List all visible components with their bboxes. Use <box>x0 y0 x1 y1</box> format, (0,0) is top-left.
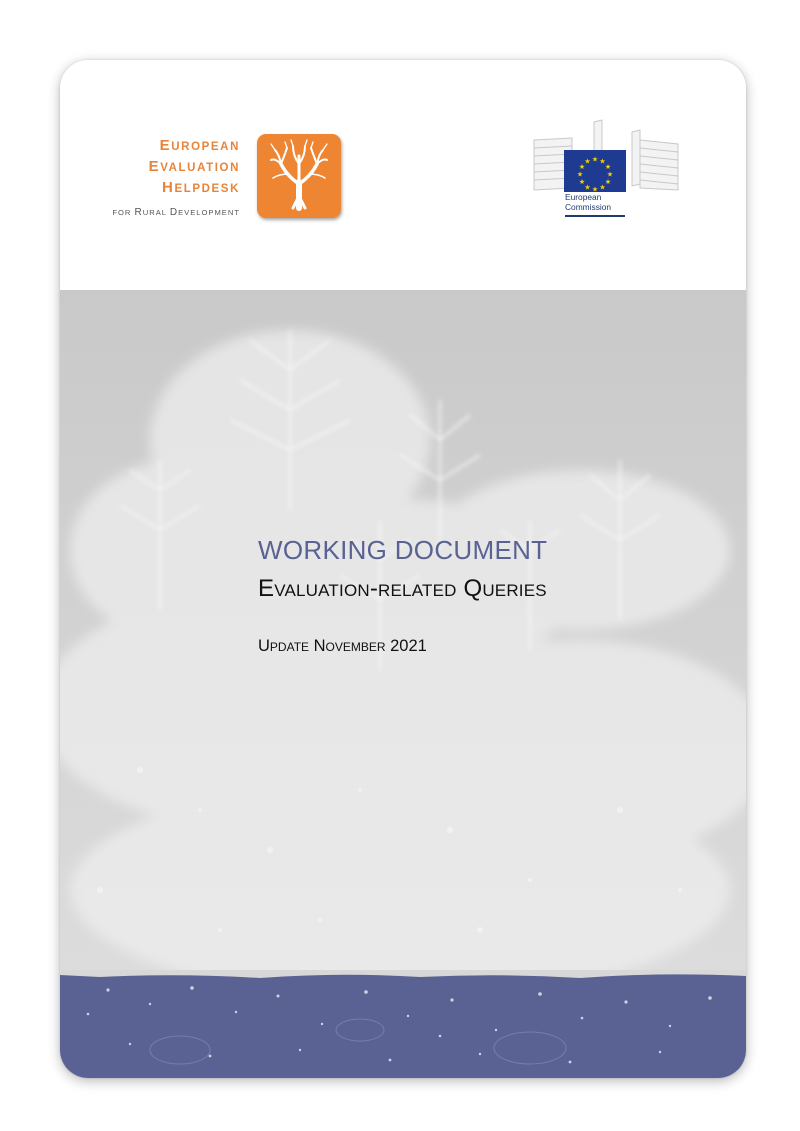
svg-text:★: ★ <box>578 178 586 186</box>
svg-text:★: ★ <box>584 183 591 192</box>
european-commission-label: European Commission <box>565 192 612 212</box>
svg-text:★: ★ <box>584 157 591 166</box>
svg-text:★: ★ <box>599 157 606 166</box>
cover-page <box>60 60 746 1078</box>
svg-text:★: ★ <box>576 170 584 179</box>
svg-text:★: ★ <box>599 183 606 192</box>
header <box>60 60 746 290</box>
svg-text:★: ★ <box>606 170 614 179</box>
helpdesk-tagline: FOR RURAL DEVELOPMENT <box>112 207 240 218</box>
document-update-date: Update November 2021 <box>258 637 427 655</box>
helpdesk-wordmark: EUROPEAN EVALUATION HELPDESK <box>148 137 240 196</box>
document-title: WORKING DOCUMENT <box>258 535 548 565</box>
svg-text:★: ★ <box>591 155 599 164</box>
title-block <box>258 535 738 656</box>
footer-band <box>60 970 746 1078</box>
svg-text:★: ★ <box>604 163 612 171</box>
document-subtitle: Evaluation-related Queries <box>258 575 547 602</box>
svg-text:★: ★ <box>591 185 599 194</box>
svg-text:★: ★ <box>604 178 612 186</box>
commission-underline <box>565 215 625 217</box>
tree-icon <box>257 134 341 218</box>
svg-text:★: ★ <box>578 163 586 171</box>
